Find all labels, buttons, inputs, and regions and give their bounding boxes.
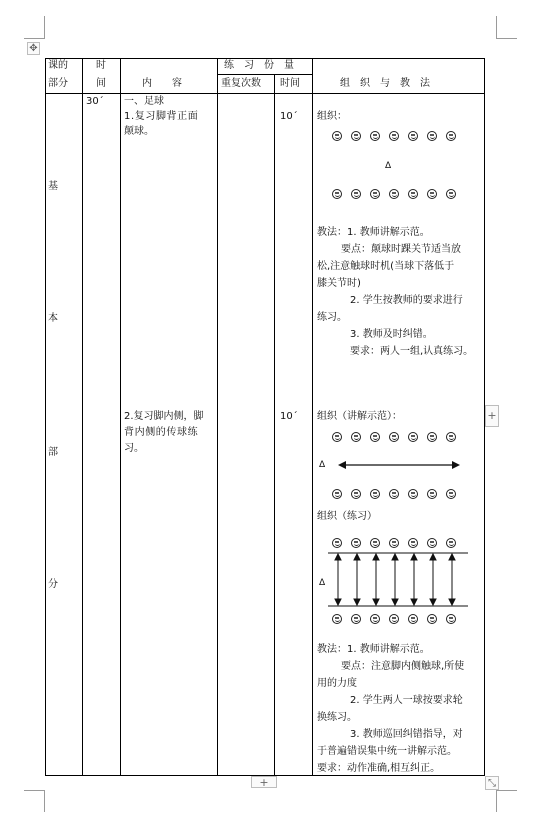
student-icon — [370, 538, 380, 548]
section1-method-line: 2. 学生按教师的要求进行 — [350, 295, 463, 306]
section2-method-line: 于普遍错误集中统一讲解示范。 — [317, 746, 457, 757]
student-icon — [351, 614, 361, 624]
student-icon — [332, 489, 342, 499]
student-icon — [332, 614, 342, 624]
section2-content-line: 习。 — [124, 443, 144, 454]
section2-org-label-practice: 组织（练习） — [317, 511, 377, 522]
student-icon — [427, 614, 437, 624]
student-icon — [351, 131, 361, 141]
student-icon — [408, 432, 418, 442]
student-icon — [389, 614, 399, 624]
table-move-handle[interactable]: ✥ — [27, 42, 40, 55]
student-icon — [446, 131, 456, 141]
header-practice-amount: 练 习 份 量 — [224, 60, 294, 71]
student-icon — [427, 131, 437, 141]
student-icon — [351, 489, 361, 499]
student-icon — [408, 131, 418, 141]
section2-method-line: 要求：动作准确,相互纠正。 — [317, 763, 441, 774]
student-icon — [370, 189, 380, 199]
student-icon — [389, 189, 399, 199]
teacher-icon: Δ — [319, 460, 326, 470]
student-icon — [370, 614, 380, 624]
header-time-line1: 时 — [96, 60, 106, 71]
section1-content-line: 颠球。 — [124, 126, 154, 137]
add-row-button[interactable]: + — [251, 776, 277, 788]
student-icon — [389, 432, 399, 442]
student-icon — [370, 432, 380, 442]
student-icon — [408, 538, 418, 548]
section1-org-label: 组织： — [317, 111, 347, 122]
header-part-line2: 部分 — [48, 78, 68, 89]
student-icon — [332, 538, 342, 548]
add-column-button[interactable]: + — [485, 405, 499, 427]
table-resize-handle[interactable]: ⤡ — [485, 776, 499, 790]
student-icon — [427, 538, 437, 548]
student-icon — [446, 189, 456, 199]
header-organization-method: 组 织 与 教 法 — [340, 78, 430, 89]
student-icon — [408, 489, 418, 499]
header-repeat-count: 重复次数 — [221, 78, 261, 89]
student-icon — [389, 538, 399, 548]
student-icon — [370, 489, 380, 499]
student-icon — [427, 432, 437, 442]
section1-time: 10´ — [280, 111, 298, 122]
student-icon — [332, 131, 342, 141]
header-part-line1: 课的 — [48, 60, 68, 71]
student-icon — [351, 538, 361, 548]
student-icon — [446, 538, 456, 548]
student-icon — [446, 614, 456, 624]
pass-arrow-icon — [338, 459, 460, 471]
header-time-line2: 间 — [96, 78, 106, 89]
student-icon — [446, 432, 456, 442]
student-icon — [427, 489, 437, 499]
section2-method-line: 3. 教师巡回纠错指导，对 — [350, 729, 463, 740]
section1-method-line: 教法：1. 教师讲解示范。 — [317, 227, 430, 238]
teacher-icon: Δ — [319, 578, 326, 588]
section2-method-line: 要点：注意脚内侧触球,所使 — [341, 661, 465, 672]
section2-method-line: 换练习。 — [317, 712, 357, 723]
section2-method-line: 用的力度 — [317, 678, 357, 689]
student-icon — [389, 489, 399, 499]
part-char: 基 — [48, 181, 58, 192]
section2-content-line: 背内侧的传球练 — [124, 427, 199, 438]
student-icon — [408, 189, 418, 199]
section1-content-line: 1.复习脚背正面 — [124, 111, 199, 122]
header-content: 内 容 — [142, 78, 182, 89]
student-icon — [351, 432, 361, 442]
student-icon — [370, 131, 380, 141]
total-duration: 30´ — [86, 96, 104, 107]
student-icon — [408, 614, 418, 624]
practice-lanes-diagram — [328, 552, 468, 608]
header-practice-time: 时间 — [280, 78, 300, 89]
student-icon — [446, 489, 456, 499]
teacher-icon: Δ — [385, 161, 392, 171]
section2-time: 10´ — [280, 411, 298, 422]
part-char: 部 — [48, 447, 58, 458]
part-char: 分 — [48, 579, 58, 590]
part-char: 本 — [48, 313, 58, 324]
section2-org-label-demo: 组织（讲解示范）： — [317, 411, 402, 422]
section2-content-line: 2.复习脚内侧，脚 — [124, 411, 204, 422]
section1-method-line: 要求：两人一组,认真练习。 — [350, 346, 474, 357]
student-icon — [427, 189, 437, 199]
section1-method-line: 膝关节时) — [317, 278, 361, 289]
section1-method-line: 3. 教师及时纠错。 — [350, 329, 433, 340]
section1-method-line: 练习。 — [317, 312, 347, 323]
section1-method-line: 松,注意触球时机(当球下落低于 — [317, 261, 455, 272]
student-icon — [332, 189, 342, 199]
student-icon — [351, 189, 361, 199]
section2-method-line: 教法：1. 教师讲解示范。 — [317, 644, 430, 655]
section1-method-line: 要点：颠球时踝关节适当放 — [341, 244, 461, 255]
section1-content-line: 一、足球 — [124, 96, 164, 107]
student-icon — [389, 131, 399, 141]
section2-method-line: 2. 学生两人一球按要求轮 — [350, 695, 463, 706]
student-icon — [332, 432, 342, 442]
